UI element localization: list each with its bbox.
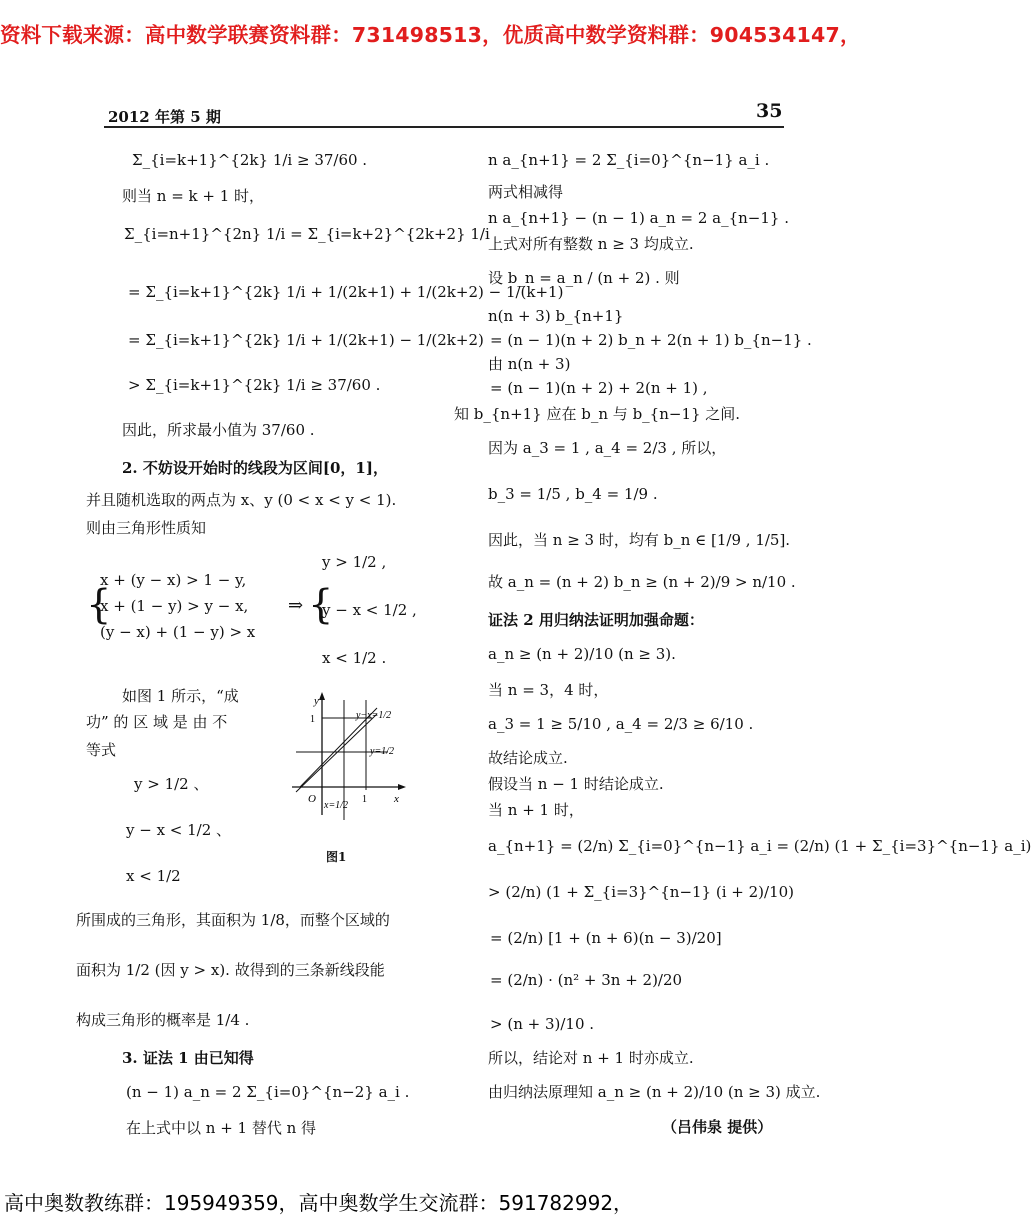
equation-line: = (n − 1)(n + 2) + 2(n + 1) , xyxy=(490,379,708,397)
text-line: 假设当 n − 1 时结论成立. xyxy=(488,775,664,793)
text-line: 在上式中以 n + 1 替代 n 得 xyxy=(126,1119,317,1137)
issue-label: 2012 年第 5 期 xyxy=(108,108,221,126)
text-line: 上式对所有整数 n ≥ 3 均成立. xyxy=(488,235,694,253)
condition-2: y − x < 1/2 , xyxy=(322,601,417,619)
text-line: 面积为 1/2 (因 y > x). 故得到的三条新线段能 xyxy=(76,961,385,979)
inequality-1: x + (y − x) > 1 − y, xyxy=(100,571,247,589)
page-number: 35 xyxy=(756,100,783,122)
tick-y-one: 1 xyxy=(310,714,315,725)
text-line: 故结论成立. xyxy=(488,749,568,767)
equation-line: = (n − 1)(n + 2) b_n + 2(n + 1) b_{n−1} . xyxy=(490,331,812,349)
text-line: 两式相减得 xyxy=(488,183,564,201)
group-footer: 高中奥数教练群：195949359，高中奥数学生交流群：591782992， xyxy=(4,1191,634,1215)
region-condition-3: x < 1/2 xyxy=(126,867,181,885)
brace-left: { xyxy=(86,582,112,628)
text-line: 等式 xyxy=(86,741,117,759)
tick-x-one: 1 xyxy=(362,794,367,805)
text-line: 并且随机选取的两点为 x、y (0 < x < y < 1). xyxy=(86,491,397,509)
text-line: 当 n + 1 时， xyxy=(488,801,584,819)
equation-line: 由归纳法原理知 a_n ≥ (n + 2)/10 (n ≥ 3) 成立. xyxy=(488,1083,821,1101)
brace-right: { xyxy=(308,582,334,628)
axis-y-label: y xyxy=(314,695,319,707)
text-line: 构成三角形的概率是 1/4 . xyxy=(76,1011,250,1029)
text-line: 所围成的三角形，其面积为 1/8，而整个区域的 xyxy=(76,911,390,929)
text-line: 如图 1 所示，“成 xyxy=(122,687,239,705)
source-banner: 资料下载来源：高中数学联赛资料群：731498513，优质高中数学资料群：904534147， xyxy=(0,23,861,47)
sum-inequality: Σ_{i=k+1}^{2k} 1/i ≥ 37/60 . xyxy=(132,151,368,169)
label-y-minus-x: y−x=1/2 xyxy=(356,710,392,721)
origin-label: O xyxy=(308,793,316,805)
equation-line: b_3 = 1/5 , b_4 = 1/9 . xyxy=(488,485,658,503)
equation-line: > Σ_{i=k+1}^{2k} 1/i ≥ 37/60 . xyxy=(128,376,381,394)
text-line: 因此，所求最小值为 37/60 . xyxy=(122,421,315,439)
text-line: 功” 的 区 域 是 由 不 xyxy=(86,713,228,731)
condition-3: x < 1/2 . xyxy=(322,649,387,667)
figure-1-diagram xyxy=(282,690,412,840)
equation-line: 设 b_n = a_n / (n + 2) . 则 xyxy=(488,269,680,287)
region-condition-2: y − x < 1/2 、 xyxy=(126,821,232,839)
text-line: 当 n = 3，4 时， xyxy=(488,681,609,699)
line-y-minus-x-half xyxy=(296,714,377,792)
y-axis-arrow-icon xyxy=(319,692,325,700)
equation-line: = Σ_{i=k+1}^{2k} 1/i + 1/(2k+1) + 1/(2k+2) − 1/(k+1) xyxy=(128,283,564,301)
text-line: 知 b_{n+1} 应在 b_n 与 b_{n−1} 之间. xyxy=(454,405,741,423)
proof-2-start: 证法 2 用归纳法证明加强命题： xyxy=(488,611,704,629)
equation-line: a_{n+1} = (2/n) Σ_{i=0}^{n−1} a_i = (2/n) (1 + Σ_{i=3}^{n−1} a_i) xyxy=(488,837,1031,855)
condition-1: y > 1/2 , xyxy=(322,553,387,571)
equation-line: 故 a_n = (n + 2) b_n ≥ (n + 2)/9 > n/10 . xyxy=(488,573,796,591)
region-condition-1: y > 1/2 、 xyxy=(134,775,209,793)
inequality-3: (y − x) + (1 − y) > x xyxy=(100,623,256,641)
implies-arrow: ⇒ xyxy=(288,595,304,616)
equation-line: > (n + 3)/10 . xyxy=(490,1015,595,1033)
equation-line: Σ_{i=n+1}^{2n} 1/i = Σ_{i=k+2}^{2k+2} 1/i xyxy=(124,225,490,243)
equation-line: = (2/n) · (n² + 3n + 2)/20 xyxy=(490,971,683,989)
header-rule xyxy=(104,126,784,128)
equation-line: = Σ_{i=k+1}^{2k} 1/i + 1/(2k+1) − 1/(2k+2) xyxy=(128,331,484,349)
text-line: 则由三角形性质知 xyxy=(86,519,207,537)
equation-line: (n − 1) a_n = 2 Σ_{i=0}^{n−2} a_i . xyxy=(126,1083,410,1101)
equation-line: > (2/n) (1 + Σ_{i=3}^{n−1} (i + 2)/10) xyxy=(488,883,795,901)
author-credit: （吕伟泉 提供） xyxy=(662,1118,773,1136)
label-x-half: x=1/2 xyxy=(324,800,348,811)
equation-line: 由 n(n + 3) xyxy=(488,355,571,373)
label-y-half: y=1/2 xyxy=(370,746,394,757)
inequality-2: x + (1 − y) > y − x, xyxy=(100,597,249,615)
equation-line: a_n ≥ (n + 2)/10 (n ≥ 3). xyxy=(488,645,676,663)
equation-line: n a_{n+1} − (n − 1) a_n = 2 a_{n−1} . xyxy=(488,209,789,227)
equation-line: a_3 = 1 ≥ 5/10 , a_4 = 2/3 ≥ 6/10 . xyxy=(488,715,754,733)
equation-line: 因为 a_3 = 1 , a_4 = 2/3 , 所以， xyxy=(488,439,727,457)
text-line: 则当 n = k + 1 时， xyxy=(122,187,265,205)
problem-2-start: 2. 不妨设开始时的线段为区间[0，1]， xyxy=(122,459,388,477)
figure-caption: 图1 xyxy=(326,850,347,864)
text-line: 所以，结论对 n + 1 时亦成立. xyxy=(488,1049,694,1067)
equation-line: = (2/n) [1 + (n + 6)(n − 3)/20] xyxy=(490,929,722,947)
equation-line: 因此，当 n ≥ 3 时，均有 b_n ∈ [1/9 , 1/5]. xyxy=(488,531,791,549)
problem-3-start: 3. 证法 1 由已知得 xyxy=(122,1049,254,1067)
axis-x-label: x xyxy=(394,793,399,805)
x-axis-arrow-icon xyxy=(398,784,406,790)
equation-line: n a_{n+1} = 2 Σ_{i=0}^{n−1} a_i . xyxy=(488,151,770,169)
equation-line: n(n + 3) b_{n+1} xyxy=(488,307,624,325)
